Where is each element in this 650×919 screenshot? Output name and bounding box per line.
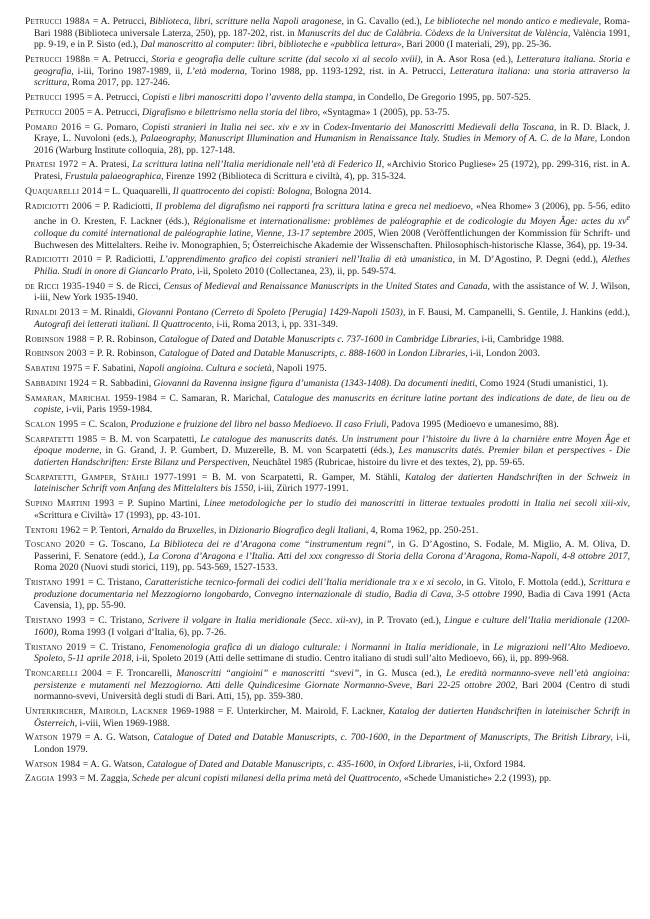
entry-key: Watson 1979 (25, 732, 82, 744)
entry-text: = P. Radiciotti, Il problema del digrafismo nei rapporti fra scrittura latina e greca nel medioevo, «Nea Rhome» 3 (2006), pp. 5-56, edito anche in O. Kresten, F. Lackner (éds.), Régionalisme et internationalisme: problèmes de paléographie et de codicologie du Moyen Âge: actes du $xv^e$ colloque du comité international de paléographie latine, Vienne, 13-17 septembre 2005, Wien 2008 (Veröffentlichungen der Kommission für Schrift- und Buchwesen des Mittelalters. Reihe iv. Monographien, 5; Österreichische Akademie der Wissenschaften. Philosophisch-historische Klasse, 364), pp. 19-34. (34, 200, 630, 251)
entry-text: = P. Tentori, Arnaldo da Bruxelles, in Dizionario Biografico degli Italiani, 4, Roma 1962, pp. 250-251. (80, 524, 479, 536)
entry-key: Sabbadini 1924 (25, 377, 89, 389)
entry-text: = C. Tristano, Scrivere il volgare in Italia meridionale (Secc. xii-xv), in P. Trovato (ed.), Lingue e culture dell’Italia meridionale (1200-1600), Roma 1993 (I volgari d’Italia, 6), pp. 7-26. (34, 615, 630, 638)
entry-key: Pratesi 1972 (25, 159, 79, 171)
entry-text: = R. Sabbadini, Giovanni da Ravenna insigne figura d’umanista (1343-1408). Da documenti inediti, Como 1924 (Studi umanistici, 1). (88, 377, 609, 389)
entry-text: = A. G. Watson, Catalogue of Dated and Datable Manuscripts, c. 700-1600, in the Department of Manuscripts, The British Library, i-ii, London 1979. (34, 732, 631, 755)
entry-key: Unterkircher, Mairold, Lackner 1969-1988 (25, 705, 215, 717)
entry-text: = C. Tristano, Fenomenologia grafica di un dialogo culturale: i Normanni in Italia meridionale, in Le migrazioni nell’Alto Medioevo. Spoleto, 5-11 aprile 2018, i-ii, Spoleto 2019 (Atti delle settimane di studio. Centro italiano di studi sull’alto Medioevo, 66), ii, pp. 899-968. (34, 641, 630, 665)
bibliography-entry (25, 363, 630, 375)
entry-text: = G. Toscano, La Biblioteca dei re d’Aragona come “instrumentum regni”, in G. D’Agostino, S. Fodale, M. Miglio, A. M. Oliva, D. Passerini, F. Senatore (edd.), La Corona d’Aragona e l’Italia. Atti del xxx congresso di Storia della Corona d’Aragona, Roma-Napoli, 4-8 ottobre 2017, Roma 2020 (Nuovi studi storici, 119), pp. 543-569, 1527-1533. (34, 539, 630, 574)
entry-key: Radiciotti 2006 (25, 200, 92, 212)
bibliography-entry (25, 281, 630, 304)
bibliography-entry (25, 378, 630, 390)
entry-key: Scarpatetti, Gamper, Stähli 1977-1991 (25, 471, 198, 483)
entry-text: = A. Petrucci, Storia e geografia delle culture scritte (dal secolo xi al secolo xviii), in A. Asor Rosa (ed.), Letteratura italiana. Storia e geografia, i-iii, Torino 1987-1989, ii, L’età moderna, Torino 1988, pp. 1193-1292, rist. in A. Petrucci, Letteratura italiana: una storia attraverso la scrittura, Roma 2017, pp. 127-246. (34, 53, 630, 89)
bibliography-entry (25, 307, 630, 330)
bibliography-entry (25, 254, 630, 277)
entry-text: = B. M. von Scarpatetti, Le catalogue des manuscrits datés. Un instrument pour l’histoire du livre à la charnière entre Moyen Âge et époque moderne, in G. Grand, J. P. Gumbert, D. Muzerelle, B. M. von Scarpatetti (éds.), Les manuscrits datés. Premier bilan et perspectives - Die datierten Handschriften: Erste Bilanz und Perspectiven, Neuchâtel 1985 (Rubricae, histoire du livre et des textes, 2), pp. 59-65. (34, 433, 630, 468)
entry-key: Tristano 2019 (25, 641, 87, 653)
entry-key: Watson 1984 (25, 758, 81, 770)
entry-key: Petrucci 1995 (25, 91, 85, 103)
entry-key: Tentori 1962 (25, 524, 81, 536)
entry-key: Petrucci 1988b (25, 53, 91, 65)
bibliography-entry (25, 201, 630, 252)
entry-text: = F. Sabatini, Napoli angioina. Cultura e società, Napoli 1975. (82, 363, 327, 375)
bibliography-entry (25, 642, 630, 665)
entry-key: Scalon 1995 (25, 419, 79, 430)
entry-text: = L. Quaquarelli, Il quattrocento dei copisti: Bologna, Bologna 2014. (101, 185, 372, 197)
entry-text: = P. R. Robinson, Catalogue of Dated and Datable Manuscripts, c. 888-1600 in London Libraries, i-ii, London 2003. (86, 348, 540, 360)
bibliography-entry (25, 732, 630, 755)
entry-key: Quaquarelli 2014 (25, 185, 102, 197)
entry-key: Troncarelli 2004 (25, 667, 102, 679)
entry-text: = F. Unterkircher, M. Mairold, F. Lackner, Katalog der datierten Handschriften in lateinischer Schrift in Österreich, i-viii, Wien 1969-1988. (34, 705, 630, 729)
entry-text: = A. Petrucci, Copisti e libri manoscritti dopo l’avvento della stampa, in Condello, De Gregorio 1995, pp. 507-525. (84, 91, 531, 103)
entry-key: Samaran, Marichal 1959-1984 (25, 392, 158, 404)
entry-text: = S. de Ricci, Census of Medieval and Renaissance Manuscripts in the United States and Canada, with the assistance of W. J. Wilson, i-iii, New York 1935-1940. (34, 280, 630, 304)
entry-text: = A. Petrucci, Biblioteca, libri, scritture nella Napoli aragonese, in G. Cavallo (ed.), Le biblioteche nel mondo antico e medievale, Roma-Bari 1988 (Biblioteca universale Laterza, 250), pp. 187-202, rist. in Manuscrits del duc de Calàbria. Còdexs de la Universitat de València, València 1991, pp. 9-19, e in P. Sisto (ed.), Dal manoscritto al computer: libri, biblioteche e «pubblica lettura», Bari 2000 (I materiali, 29), pp. 25-36. (34, 16, 630, 51)
bibliography-entry (25, 16, 630, 51)
bibliography-entry (25, 615, 630, 638)
bibliography-entry (25, 334, 630, 346)
bibliography-entry (25, 159, 630, 182)
bibliography-entry (25, 92, 630, 104)
entry-text: = M. Rinaldi, Giovanni Pontano (Cerreto di Spoleto [Perugia] 1429-Napoli 1503), in F. Bausi, M. Campanelli, S. Gentile, J. Hankins (edd.), Autografi dei letterati italiani. Il Quattrocento, i-ii, Roma 2013, i, pp. 331-349. (34, 307, 630, 330)
bibliography-entry (25, 706, 630, 729)
entry-key: Scarpatetti 1985 (25, 433, 98, 445)
entry-key: Pomaro 2016 (25, 121, 82, 133)
bibliography-entry (25, 759, 630, 771)
entry-key: Supino Martini 1993 (25, 498, 115, 510)
bibliography-entry (25, 668, 630, 703)
entry-text: = M. Zaggia, Schede per alcuni copisti milanesi della prima metà del Quattrocento, «Schede Umanistiche» 2.2 (1993), pp. (77, 773, 552, 785)
entry-text: = P. Supino Martini, Linee metodologiche per lo studio dei manoscritti in litterae textuales prodotti in Italia nei secoli xiii-xiv, «Scrittura e Civiltà» 17 (1993), pp. 43-101. (34, 498, 630, 521)
bibliography-entry (25, 393, 630, 416)
entry-text: = F. Troncarelli, Manoscritti “angioini” e manoscritti “svevi”, in G. Musca (ed.), Le eredità normanno-sveve nell’età angioina: persistenze e mutamenti nel Mezzogiorno. Atti delle Quindicesime Giornate Normanno-Sveve, Bari 22-25 ottobre 2002, Bari 2004 (Centro di studi normanno-svevi, Università degli studi di Bari. Atti, 15), pp. 359-380. (34, 667, 631, 703)
entry-text: = A. Petrucci, Digrafismo e bilettrismo nella storia del libro, «Syntagma» 1 (2005), pp. 53-75. (84, 106, 450, 118)
bibliography-entry (25, 525, 630, 537)
entry-key: Radiciotti 2010 (25, 254, 93, 266)
bibliography-entry (25, 54, 630, 89)
bibliography-entry (25, 539, 630, 574)
entry-key: Petrucci 1988a (25, 16, 91, 27)
bibliography-entry (25, 348, 630, 360)
entry-key: Tristano 1991 (25, 577, 86, 589)
entry-key: Petrucci 2005 (25, 106, 85, 118)
entry-key: Rinaldi 2013 (25, 307, 80, 319)
entry-text: = P. R. Robinson, Catalogue of Dated and Datable Manuscripts c. 737-1600 in Cambridge Libraries, i-ii, Cambridge 1988. (86, 333, 565, 345)
entry-text: = C. Samaran, R. Marichal, Catalogue des manuscrits en écriture latine portant des indications de date, de lieu ou de copiste, i-vii, Paris 1959-1984. (34, 392, 630, 416)
bibliography-entry (25, 434, 630, 469)
entry-key: Sabatini 1975 (25, 363, 83, 375)
entry-key: de Ricci 1935-1940 (25, 280, 106, 292)
entry-key: Robinson 2003 (25, 348, 87, 360)
bibliography-entry (25, 419, 630, 431)
bibliography-entry (25, 773, 630, 785)
entry-key: Tristano 1993 (25, 615, 86, 627)
entry-text: = G. Pomaro, Copisti stranieri in Italia nei sec. xiv e xv in Codex-Inventario dei Manoscritti Medievali della Toscana, in R. D. Black, J. Kraye, L. Nuvoloni (eds.), Palaeography, Manuscript Illumination and Humanism in Renaissance Italy. Studies in Memory of A. C. de la Mare, London 2016 (Warburg Institute colloquia, 28), pp. 127-148. (34, 121, 631, 156)
bibliography-list (25, 16, 630, 785)
entry-key: Robinson 1988 (25, 333, 87, 345)
bibliography-entry (25, 577, 630, 612)
entry-key: Zaggia 1993 (25, 773, 78, 785)
bibliography-entry (25, 107, 630, 119)
entry-text: = P. Radiciotti, L’apprendimento grafico dei copisti stranieri nell’Italia di età umanistica, in M. D’Agostino, P. Degni (edd.), Alethes Philia. Studi in onore di Giancarlo Prato, i-ii, Spoleto 2010 (Collectanea, 23), ii, pp. 549-574. (34, 254, 630, 277)
entry-text: = B. M. von Scarpatetti, R. Gamper, M. Stähli, Katalog der datierten Handschriften in der Schweiz in lateinischer Schrift vom Anfang des Mittelalters bis 1550, i-iii, Zürich 1977-1991. (34, 471, 631, 495)
bibliography-entry (25, 186, 630, 198)
entry-text: = C. Scalon, Produzione e fruizione del libro nel basso Medioevo. Il caso Friuli, Padova 1995 (Medioevo e umanesimo, 88). (78, 419, 559, 430)
bibliography-entry (25, 498, 630, 521)
entry-key: Toscano 2020 (25, 539, 86, 551)
entry-text: = A. Pratesi, La scrittura latina nell’Italia meridionale nell’età di Federico II, «Archivio Storico Pugliese» 25 (1972), pp. 299-316, rist. in A. Pratesi, Frustula palaeographica, Firenze 1992 (Biblioteca di Scrittura e civiltà, 4), pp. 315-324. (34, 159, 631, 183)
entry-text: = A. G. Watson, Catalogue of Dated and Datable Manuscripts, c. 435-1600, in Oxford Libraries, i-ii, Oxford 1984. (80, 758, 526, 770)
entry-text: = C. Tristano, Caratteristiche tecnico-formali dei codici dell’Italia meridionale tra x e xi secolo, in G. Vitolo, F. Mottola (edd.), Scrittura e produzione documentaria nel Mezzogiorno longobardo, Convegno internazionale di studio, Badia di Cava, 3-5 ottobre 1990, Badia di Cava 1991 (Acta Cavensia, 1), pp. 55-90. (34, 577, 630, 612)
bibliography-entry (25, 122, 630, 157)
bibliography-entry (25, 472, 630, 495)
